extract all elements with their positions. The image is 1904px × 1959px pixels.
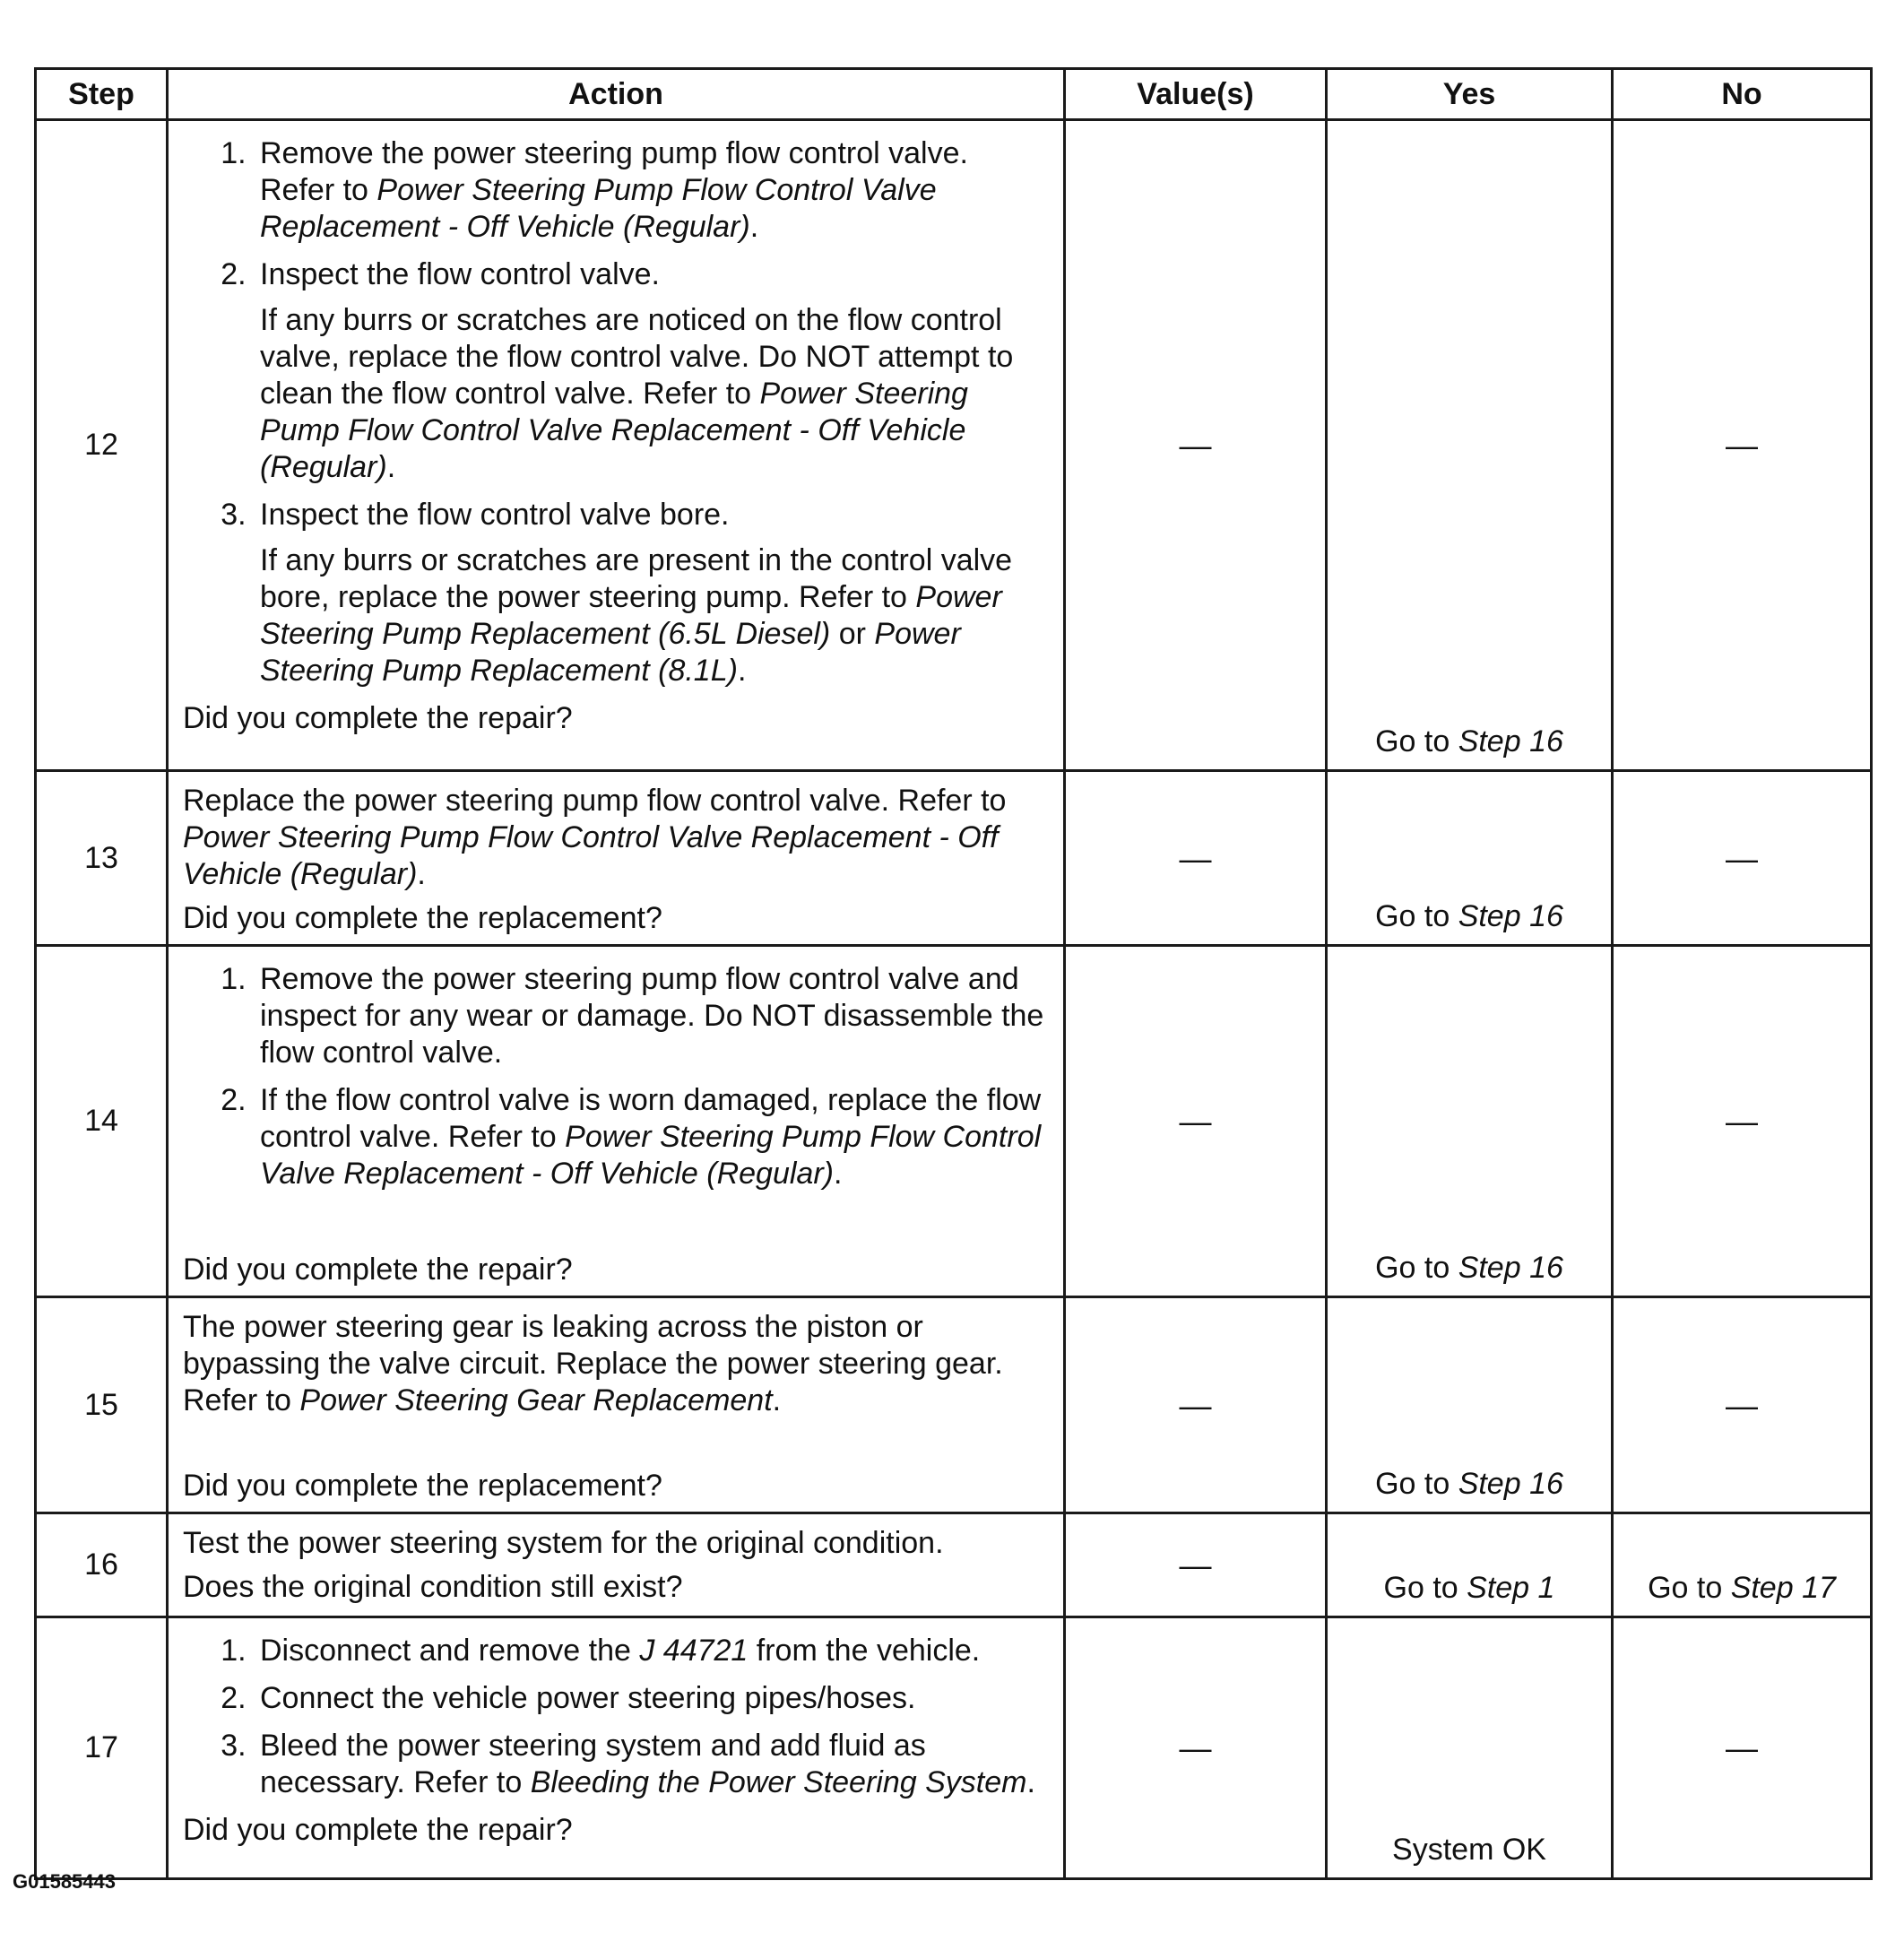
step-reference: Step 16 — [1458, 724, 1563, 758]
action-text: The power steering gear is leaking across the piston or bypassing the valve circuit. Replace the power steering gear. Refer to Power Steering Gear Replacement. — [183, 1310, 1003, 1417]
yes-cell: Go to Step 16 — [1327, 120, 1613, 771]
no-cell: — — [1613, 1617, 1872, 1879]
yes-cell: Go to Step 1 — [1327, 1513, 1613, 1617]
yes-cell: Go to Step 16 — [1327, 771, 1613, 946]
step-reference: Step 16 — [1458, 899, 1563, 933]
table-row-step-17 — [36, 1617, 1872, 1879]
table-row-step-13 — [36, 771, 1872, 946]
list-item: 2. Connect the vehicle power steering pipes/hoses. — [255, 1680, 1051, 1717]
action-cell — [168, 1297, 1065, 1513]
action-cell — [168, 946, 1065, 1297]
question-text: Does the original condition still exist? — [183, 1570, 683, 1604]
values-cell: — — [1065, 1617, 1327, 1879]
step-number: 15 — [36, 1297, 168, 1513]
values-cell: — — [1065, 120, 1327, 771]
step-number: 17 — [36, 1617, 168, 1879]
question-text: Did you complete the repair? — [183, 701, 573, 735]
values-cell: — — [1065, 946, 1327, 1297]
table-row-step-12 — [36, 120, 1872, 771]
step-reference: Step 1 — [1467, 1571, 1555, 1605]
action-cell — [168, 771, 1065, 946]
step-number: 12 — [36, 120, 168, 771]
values-cell: — — [1065, 771, 1327, 946]
step-reference: Step 17 — [1730, 1571, 1836, 1605]
header-step: Step — [36, 69, 168, 120]
step-number: 16 — [36, 1513, 168, 1617]
question-text: Did you complete the repair? — [183, 1253, 573, 1287]
list-item: 2. If the flow control valve is worn damaged, replace the flow control valve. Refer to Power Steering Pump Flow Control Valve Replacement - Off Vehicle (Regular). — [255, 1082, 1051, 1192]
list-item: 3. Bleed the power steering system and add fluid as necessary. Refer to Bleeding the Power Steering System. — [255, 1728, 1051, 1801]
header-yes: Yes — [1327, 69, 1613, 120]
header-action: Action — [168, 69, 1065, 120]
list-item: 1. Remove the power steering pump flow control valve and inspect for any wear or damage. Do NOT disassemble the flow control valve. — [255, 961, 1051, 1071]
no-cell: — — [1613, 1297, 1872, 1513]
values-cell: — — [1065, 1513, 1327, 1617]
list-item: 3. Inspect the flow control valve bore. If any burrs or scratches are present in the control valve bore, replace the power steering pump. Refer to Power Steering Pump Replacement (6.5L Diesel) or Power Steering Pump Replacement (8.1L). — [255, 497, 1051, 689]
action-list — [183, 961, 1051, 1192]
step-number: 13 — [36, 771, 168, 946]
table-row-step-15 — [36, 1297, 1872, 1513]
yes-cell: System OK — [1327, 1617, 1613, 1879]
list-item: 1. Disconnect and remove the J 44721 from the vehicle. — [255, 1633, 1051, 1669]
step-reference: Step 16 — [1458, 1251, 1563, 1285]
diagnostic-table — [34, 67, 1873, 1880]
no-cell: — — [1613, 120, 1872, 771]
header-no: No — [1613, 69, 1872, 120]
list-item: 2. Inspect the flow control valve. If any burrs or scratches are noticed on the flow control valve, replace the flow control valve. Do NOT attempt to clean the flow control valve. Refer to Power Steering Pump Flow Control Valve Replacement - Off Vehicle (Regular). — [255, 256, 1051, 486]
list-item-detail: If any burrs or scratches are noticed on the flow control valve, replace the flow control valve. Do NOT attempt to clean the flow control valve. Refer to Power Steering Pump Flow Control Valve Replacement - Off Vehicle (Regular). — [260, 303, 1014, 484]
table-row-step-14 — [36, 946, 1872, 1297]
action-text: Replace the power steering pump flow control valve. Refer to Power Steering Pump Flow Control Valve Replacement - Off Vehicle (Regular). — [183, 784, 1007, 891]
action-list — [183, 135, 1051, 689]
no-cell: — — [1613, 946, 1872, 1297]
figure-id: G01585443 — [13, 1870, 116, 1893]
question-text: Did you complete the replacement? — [183, 1469, 662, 1503]
list-item-detail: If any burrs or scratches are present in the control valve bore, replace the power steering pump. Refer to Power Steering Pump Replacement (6.5L Diesel) or Power Steering Pump Replacement (8.1L). — [260, 543, 1013, 688]
no-cell: Go to Step 17 — [1613, 1513, 1872, 1617]
table-row-step-16 — [36, 1513, 1872, 1617]
yes-cell: Go to Step 16 — [1327, 1297, 1613, 1513]
question-text: Did you complete the replacement? — [183, 901, 662, 935]
values-cell: — — [1065, 1297, 1327, 1513]
question-text: Did you complete the repair? — [183, 1813, 573, 1847]
action-cell — [168, 1617, 1065, 1879]
header-row — [36, 69, 1872, 120]
action-list — [183, 1633, 1051, 1801]
header-values: Value(s) — [1065, 69, 1327, 120]
step-number: 14 — [36, 946, 168, 1297]
action-cell — [168, 1513, 1065, 1617]
no-cell: — — [1613, 771, 1872, 946]
list-item: 1. Remove the power steering pump flow control valve. Refer to Power Steering Pump Flow Control Valve Replacement - Off Vehicle (Regular). — [255, 135, 1051, 246]
action-cell — [168, 120, 1065, 771]
action-text: Test the power steering system for the original condition. — [183, 1526, 944, 1560]
yes-cell: Go to Step 16 — [1327, 946, 1613, 1297]
step-reference: Step 16 — [1458, 1467, 1563, 1501]
